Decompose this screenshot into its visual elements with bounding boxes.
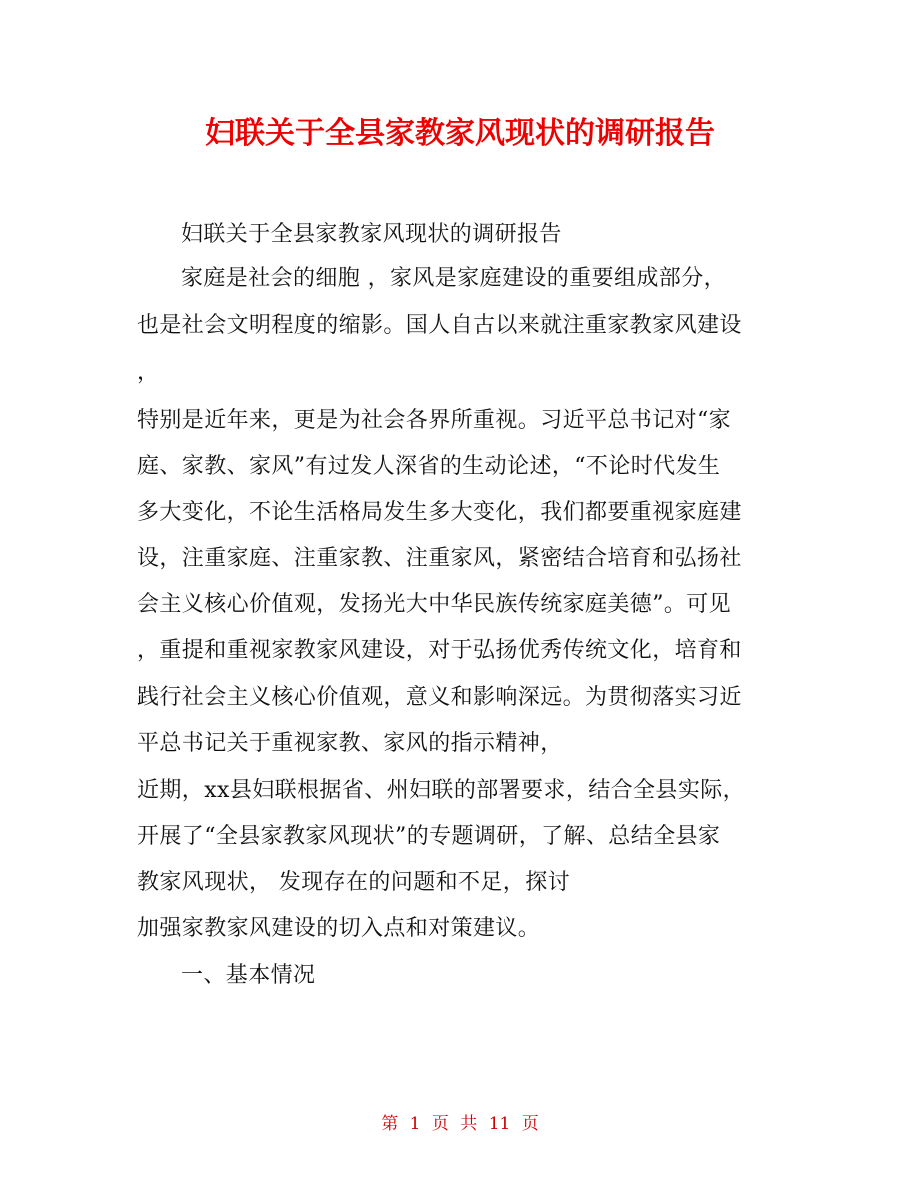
footer-label-ye: 页	[431, 1114, 449, 1134]
page-footer	[0, 1112, 920, 1136]
body-line: ，	[137, 360, 160, 385]
footer-label-ye-end: 页	[521, 1114, 539, 1134]
body-line: 设，注重家庭、注重家教、注重家风，紧密结合培育和弘扬社	[137, 546, 742, 571]
body-line: 开展了“全县家教家风现状”的专题调研，了解、总结全县家	[137, 824, 721, 849]
body-line: 庭、家教、家风”有过发人深省的生动论述，“不论时代发生	[137, 454, 721, 479]
footer-page-number: 1	[409, 1114, 421, 1134]
subtitle-line: 妇联关于全县家教家风现状的调研报告	[181, 222, 562, 247]
body-line: 家庭是社会的细胞 ，家风是家庭建设的重要组成部分，	[181, 266, 726, 291]
body-line: 多大变化，不论生活格局发生多大变化，我们都要重视家庭建	[137, 500, 742, 525]
body-line: 也是社会文明程度的缩影。国人自古以来就注重家教家风建设	[137, 313, 742, 338]
document-title: 妇联关于全县家教家风现状的调研报告	[205, 116, 715, 151]
body-line: 近期，xx县妇联根据省、州妇联的部署要求，结合全县实际，	[137, 778, 746, 803]
body-line: 践行社会主义核心价值观，意义和影响深远。为贯彻落实习近	[137, 685, 742, 710]
body-line: 会主义核心价值观，发扬光大中华民族传统家庭美德”。可见	[137, 592, 732, 617]
footer-label-di: 第	[381, 1114, 399, 1134]
body-line: 教家风现状， 发现存在的问题和不足，探讨	[137, 870, 570, 895]
body-line: 特别是近年来，更是为社会各界所重视。习近平总书记对“家	[137, 408, 732, 433]
body-line: 加强家教家风建设的切入点和对策建议。	[137, 916, 541, 941]
footer-total-pages: 11	[488, 1114, 511, 1134]
body-line: ，重提和重视家教家风建设，对于弘扬优秀传统文化，培育和	[137, 638, 742, 663]
footer-label-gong: 共	[460, 1114, 478, 1134]
body-line: 平总书记关于重视家教、家风的指示精神，	[137, 731, 563, 756]
section-heading: 一、基本情况	[181, 963, 316, 988]
